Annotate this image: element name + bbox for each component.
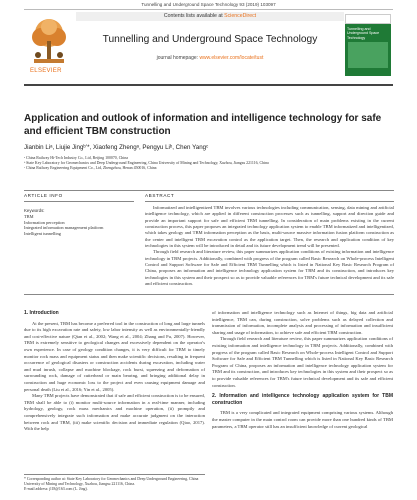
tree-of-knowledge-icon — [26, 15, 72, 67]
contents-lists-strip — [76, 12, 344, 21]
article-authors: Jianbin Liᵃ, Liujie Jingᵇʼ*, Xiaofeng Zhengᵃ, Pengyu Liᵇ, Chen Yangᶜ — [24, 144, 209, 151]
journal-homepage — [76, 55, 344, 61]
corresponding-author-note: * Corresponding author at: State Key Laboratory for Geomechanics and Deep Underground Engineering, China University of Mining and Technology, Xuzhou, Jiangsu 221116, China. — [24, 477, 199, 486]
publisher-name: ELSEVIER — [30, 68, 62, 74]
body-column-right — [212, 310, 393, 430]
affiliation-item: ᵇ State Key Laboratory for Geomechanics and Deep Underground Engineering, China University of Mining and Technology, Xuzhou, Jiangsu 221116, China — [24, 161, 269, 166]
keywords-heading: Keywords: — [24, 208, 45, 213]
cover-title: Tunnelling and Underground Space Technology — [347, 27, 380, 40]
corresponding-author-footnote — [24, 474, 205, 492]
email-address[interactable]: E-mail address: jl18@163.com (L. Jing). — [24, 487, 88, 491]
abstract-label: ABSTRACT — [145, 193, 175, 198]
abstract-paragraph: Through field research and literature review, this paper summarizes application conditions of existing information and intelligence technology in TBM projects. Additionally, combined with progress of the program called Basic Research on Whole-process Intelligent Control and Support Software for Safe and Efficient TBM Tunnelling which is listed in National Key Basic Research Program of China, proposes an information and intelligence technology application system for TBM and its construction, and introduces key technologies in this system and their prospect so as to provide valuable references for TBM's future technical development and its safe and efficient construction. — [145, 249, 394, 287]
homepage-link[interactable]: www.elsevier.com/locate/tust — [199, 55, 264, 61]
affiliations — [24, 156, 394, 172]
affiliation-item: ᶜ China Railway Engineering Equipment Co., Ltd, Zhengzhou, Henan 450016, China — [24, 166, 157, 171]
body-paragraph: At the present, TBM has become a preferred tool in the construction of long and large tunnels due to its high excavation rate and safety, low labor intensity as well as environmentally-friendly and cost-effective nature (Qian et al., 2002; Wang et al., 2004; Zhang and Fu, 2007). However, TBM is extremely sensitive to geological changes and excessively dependent on the operator's own experience. In case of geology condition changes, it is very difficult for TBM to timely monitor rock mass and equipment status and then make scientific decisions, resulting in frequent occurrence of geological disasters or construction accidents during excavation, including water and mud inrush, collapse and machine blockage, rock burst, squeezing and deformation of surrounding rock, damage of cutterhead or main bearing, and bringing additional delay in construction and huge economic loss to the project and even causing equipment damage and personal death (Liu et al., 2016; Yin et al., 2005). — [24, 320, 205, 392]
journal-title: Tunnelling and Underground Space Technology — [102, 34, 318, 45]
cover-header-band — [345, 14, 391, 24]
body-paragraph: TBM is a very complicated and integrated equipment comprising various systems. Although the master computer in the main control room can provide more than one hundred kinds of TBM parameters, a TBM operator still has an insufficient knowledge of current geological — [212, 410, 393, 429]
abstract-paragraph: Informatized and intelligentized TBM involves various technologies including communication, sensing, data mining and artificial intelligence technology, which are applied in different construction processes such as tunnelling, support and direction guide and provide an important support for safe and efficient TBM tunnelling. In consideration of main problems existing in the current construction process, this paper proposes an integrated technology application system to enable TBM informatized and intelligentized, which takes geology and TBM information perception as the basis, multi-source massive information fusion platform construction as the center and intelligent TBM excavation control as the application target. Then, the research and application condition of key technologies in this system will be introduced in detail and its future development trend will be presented. — [145, 205, 394, 249]
keyword-item: TBM — [24, 214, 34, 220]
section-divider — [145, 201, 394, 202]
body-column-left — [24, 310, 205, 433]
homepage-prefix: journal homepage: — [156, 55, 200, 61]
keywords-block — [24, 208, 134, 236]
section-divider — [24, 201, 134, 202]
body-paragraph: of information and intelligence technology such as Internet of things, big data and artificial intelligence, TBM can, during construction, solve problems such as delayed collection and transmission of information, incomplete analysis and processing of information and insufficient sharing and usage of information, to achieve safe and efficient TBM construction. — [212, 310, 393, 335]
section-divider — [24, 294, 394, 295]
article-info-label: ARTICLE INFO — [24, 193, 63, 198]
section-divider — [24, 190, 394, 191]
keyword-item: Intelligent tunnelling — [24, 230, 61, 236]
section-heading: 2. Information and intelligence technology application system for TBM construction — [212, 393, 393, 406]
body-paragraph: Many TBM projects have demonstrated that if safe and efficient construction is to be ensured, TBM shall be able to (i) monitor multi-source information in a real-time manner, including hydrology, geology, rock mass mechanics and machine operation, (ii) promptly and comprehensively integrate such information and make accurate judgment on the interaction between rock and TBM, (iii) make scientific decision and immediate regulation (Qiao, 2017). With the help — [24, 393, 205, 432]
cover-image — [348, 42, 388, 68]
affiliation-item: ᵃ China Railway Hi-Tech Industry Co., Ltd, Beijing 100070, China — [24, 156, 128, 160]
article-title: Application and outlook of information and intelligence technology for safe and efficient TBM construction — [24, 113, 382, 137]
body-paragraph: Through field research and literature review, this paper summarizes application conditions of existing information and intelligence technology in TBM projects. Additionally, combined with progress of the program called Basic Research on Whole-process Intelligent Control and Support Software for Safe and Efficient TBM Tunnelling which is listed in National Key Basic Research Program of China, proposes an information and intelligence technology application system for TBM and its construction, and introduces key technologies in this system and their prospect so as to provide valuable references for TBM's future technical development and its safe and efficient construction. — [212, 336, 393, 388]
running-header: Tunnelling and Underground Space Technology 93 (2019) 103097 — [141, 2, 276, 7]
journal-banner — [24, 9, 393, 86]
elsevier-logo — [26, 15, 72, 75]
journal-cover-thumbnail — [345, 14, 391, 76]
contents-prefix: Contents lists available at — [163, 13, 225, 19]
keyword-item: Integrated information management platform — [24, 225, 104, 231]
sciencedirect-link[interactable]: ScienceDirect — [224, 13, 257, 19]
keyword-item: Information perception — [24, 219, 65, 225]
abstract-body — [145, 205, 394, 287]
section-heading: 1. Introduction — [24, 310, 59, 316]
banner-center — [76, 12, 344, 80]
